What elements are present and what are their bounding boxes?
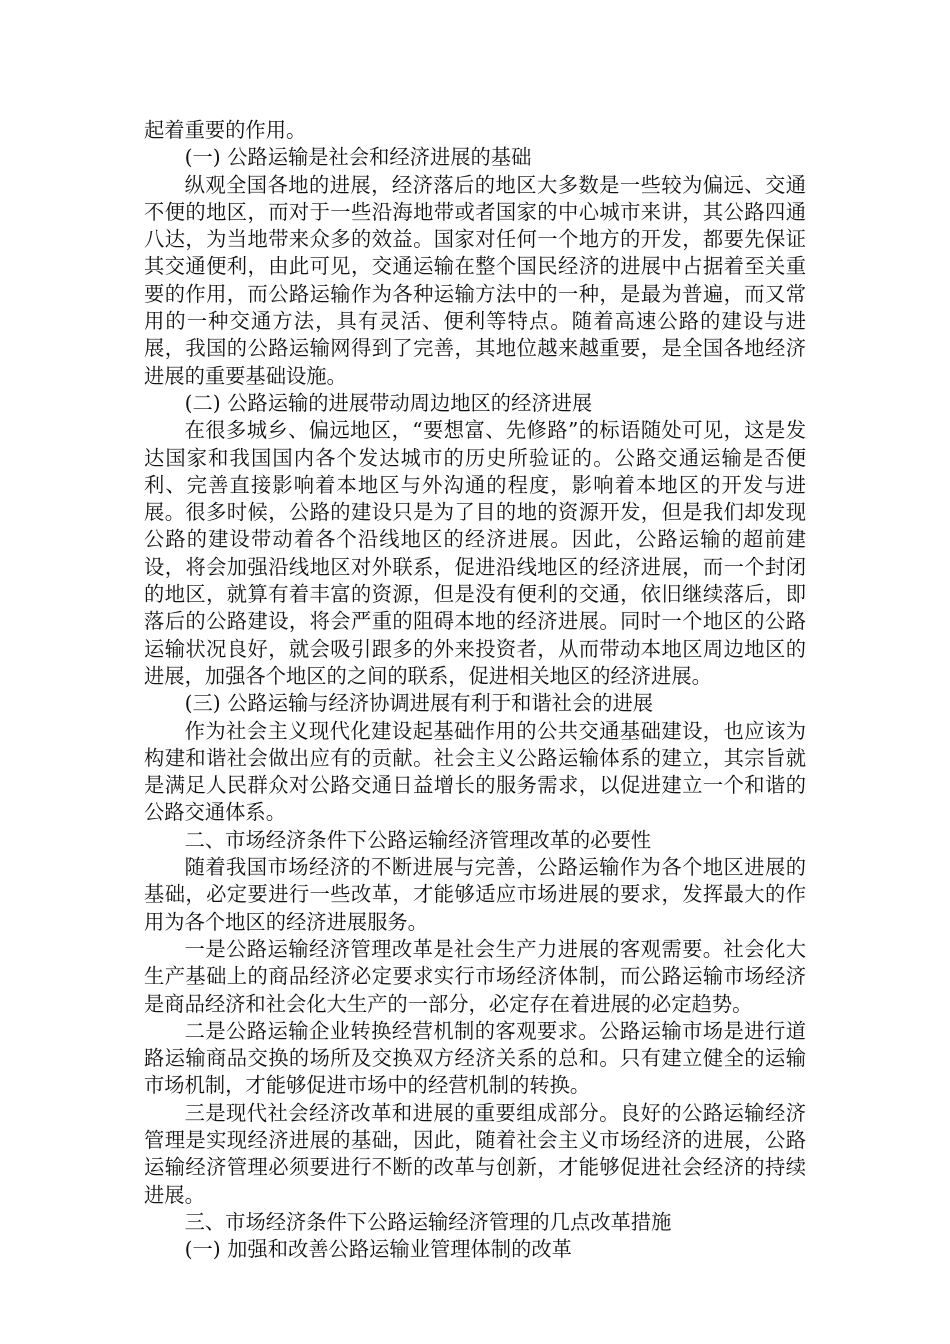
- body-paragraph: 二是公路运输企业转换经营机制的客观要求。公路运输市场是进行道路运输商品交换的场所及交换双方经济关系的总和。只有建立健全的运输市场机制，才能够促进市场中的经营机制的转换。: [144, 1018, 806, 1098]
- body-paragraph: 纵观全国各地的进展，经济落后的地区大多数是一些较为偏远、交通不便的地区，而对于一些沿海地带或者国家的中心城市来讲，其公路四通八达，为当地带来众多的效益。国家对任何一个地方的开发，都要先保证其交通便利，由此可见，交通运输在整个国民经济的进展中占据着至关重要的作用，而公路运输作为各种运输方法中的一种，是最为普遍，而又常用的一种交通方法，具有灵活、便利等特点。随着高速公路的建设与进展，我国的公路运输网得到了完善，其地位越来越重要，是全国各地经济进展的重要基础设施。: [144, 172, 806, 388]
- section-heading-2: 二、市场经济条件下公路运输经济管理改革的必要性: [184, 827, 652, 852]
- section-heading-3: 三、市场经济条件下公路运输经济管理的几点改革措施: [184, 1209, 672, 1234]
- subheading-3: (三) 公路运输与经济协调进展有利于和谐社会的进展: [184, 691, 654, 716]
- subheading-2: (二) 公路运输的进展带动周边地区的经济进展: [184, 390, 593, 415]
- body-paragraph: 三是现代社会经济改革和进展的重要组成部分。良好的公路运输经济管理是实现经济进展的基础，因此，随着社会主义市场经济的进展，公路运输经济管理必须要进行不断的改革与创新，才能够促进社会经济的持续进展。: [144, 1100, 806, 1207]
- subheading-3-1: (一) 加强和改善公路运输业管理体制的改革: [184, 1237, 572, 1262]
- body-paragraph: 作为社会主义现代化建设起基础作用的公共交通基础建设，也应该为构建和谐社会做出应有的贡献。社会主义公路运输体系的建立，其宗旨就是满足人民群众对公路交通日益增长的服务需求，以促进建立一个和谐的公路交通体系。: [144, 718, 806, 825]
- body-paragraph: 一是公路运输经济管理改革是社会生产力进展的客观需要。社会化大生产基础上的商品经济必定要求实行市场经济体制，而公路运输市场经济是商品经济和社会化大生产的一部分，必定存在着进展的必定趋势。: [144, 936, 806, 1016]
- subheading-1: (一) 公路运输是社会和经济进展的基础: [184, 145, 532, 170]
- body-paragraph: 在很多城乡、偏远地区，“要想富、先修路”的标语随处可见，这是发达国家和我国国内各个发达城市的历史所验证的。公路交通运输是否便利、完善直接影响着本地区与外沟通的程度，影响着本地区的开发与进展。很多时候，公路的建设只是为了目的地的资源开发，但是我们却发现公路的建设带动着各个沿线地区的经济进展。因此，公路运输的超前建设，将会加强沿线地区对外联系，促进沿线地区的经济进展，而一个封闭的地区，就算有着丰富的资源，但是没有便利的交通，依旧继续落后，即落后的公路建设，将会严重的阻碍本地的经济进展。同时一个地区的公路运输状况良好，就会吸引跟多的外来投资者，从而带动本地区周边地区的进展，加强各个地区的之间的联系，促进相关地区的经济进展。: [144, 418, 806, 688]
- document-body: [144, 117, 806, 1263]
- body-paragraph: 随着我国市场经济的不断进展与完善，公路运输作为各个地区进展的基础，必定要进行一些改革，才能够适应市场进展的要求，发挥最大的作用为各个地区的经济进展服务。: [144, 855, 806, 934]
- paragraph-continuation: 起着重要的作用。: [144, 118, 307, 142]
